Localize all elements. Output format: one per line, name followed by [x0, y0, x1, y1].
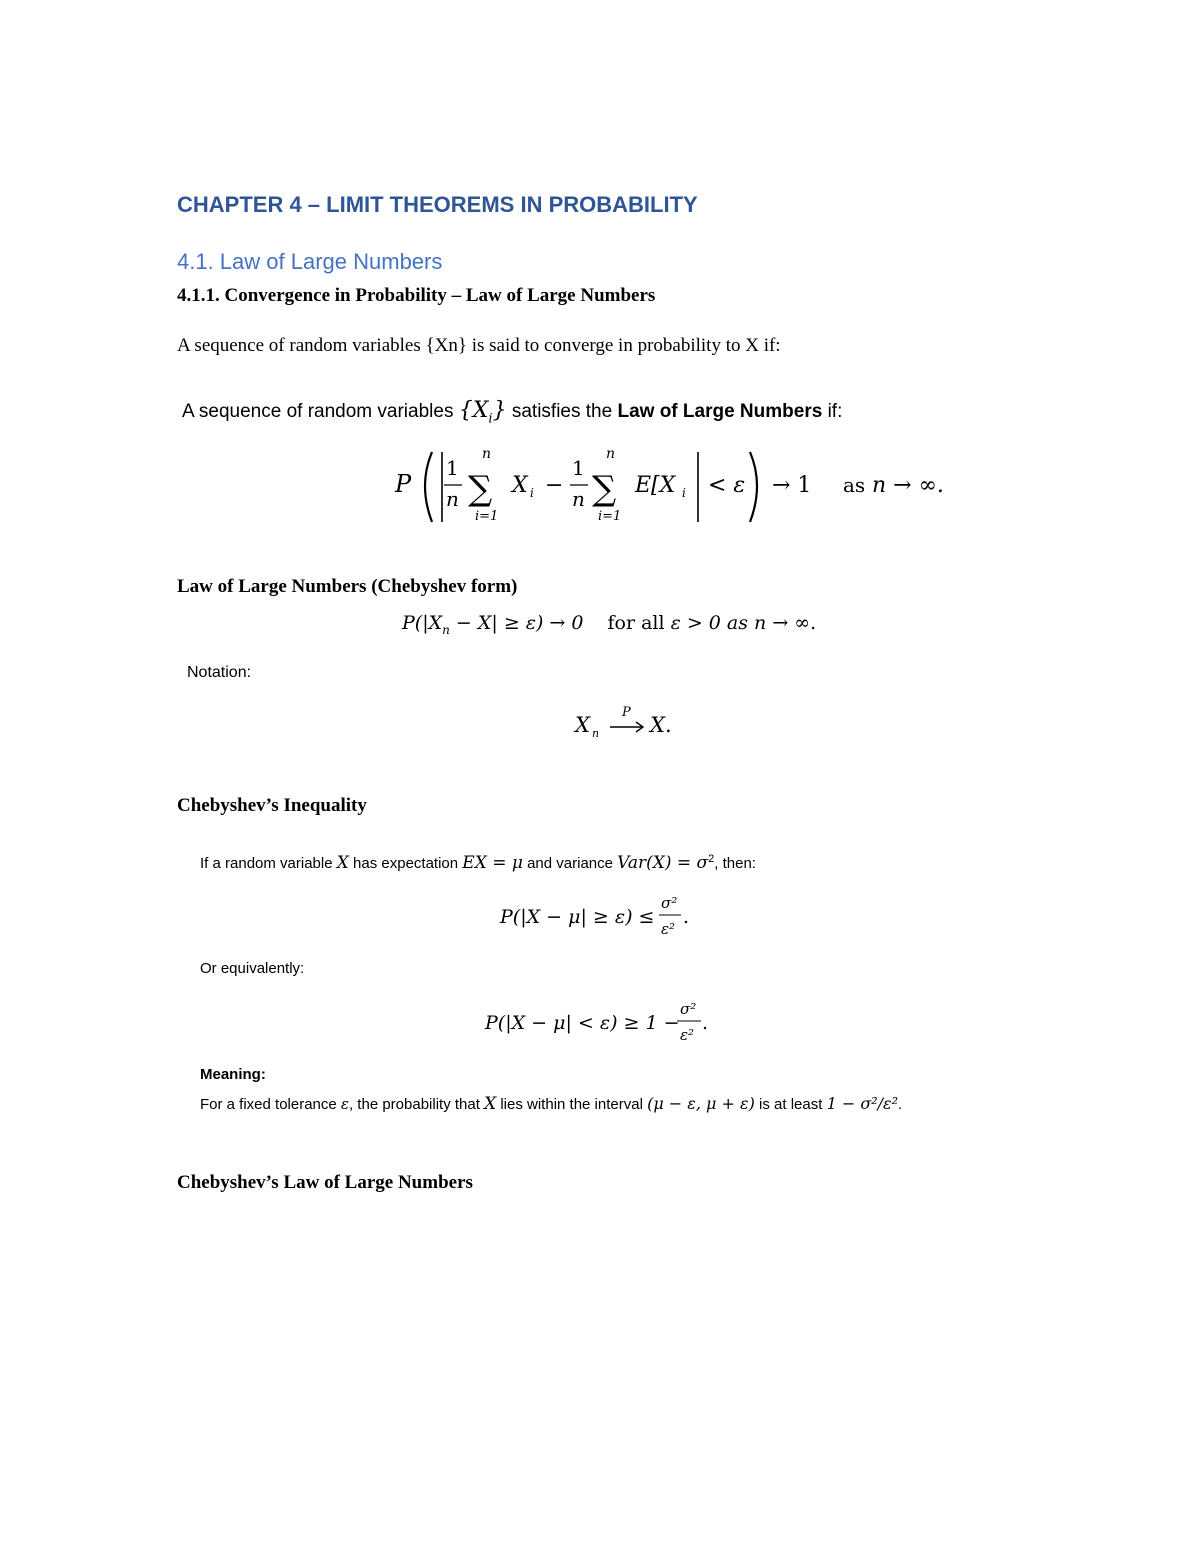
lln-chebyshev-heading: Chebyshev’s Law of Large Numbers — [177, 1172, 473, 1193]
lln-formula — [380, 440, 980, 530]
inequality-heading: Chebyshev’s Inequality — [177, 795, 367, 816]
svg-text:n → ∞.: n → ∞. — [872, 473, 944, 498]
svg-text:i=1: i=1 — [598, 509, 622, 524]
intro-sentence: A sequence of random variables {Xn} is said to converge in probability to X if: — [177, 335, 781, 356]
svg-text:σ²: σ² — [680, 1000, 697, 1018]
svg-text:i: i — [530, 486, 534, 500]
chebyshev-form-heading: Law of Large Numbers (Chebyshev form) — [177, 576, 518, 597]
svg-text:.: . — [702, 1012, 709, 1034]
svg-text:∑: ∑ — [592, 469, 617, 509]
svg-text:n: n — [446, 487, 459, 511]
chebyshev-form-formula: $P(|X_n - X| \ge \varepsilon) \to 0$ for all ε > 0 as n → ∞. — [402, 612, 817, 637]
svg-text:P(|X − μ| < ε) ≥ 1 −: P(|X − μ| < ε) ≥ 1 − — [485, 1012, 680, 1034]
equivalently-label: Or equivalently: — [200, 960, 305, 977]
svg-text:E[X: E[X — [635, 473, 676, 498]
svg-text:→ 1: → 1 — [772, 473, 812, 498]
svg-text:∑: ∑ — [468, 469, 493, 509]
svg-text:P: P — [622, 705, 631, 720]
inequality-intro: If a random variable X has expectation EX = μ and variance $Var(X) = \sigma^2$, then: — [200, 853, 756, 873]
svg-text:< ε: < ε — [708, 473, 746, 498]
inequality-formula-1 — [495, 888, 715, 943]
svg-text:1: 1 — [572, 456, 585, 480]
inequality-formula-2 — [480, 994, 730, 1049]
svg-text:n: n — [592, 727, 600, 740]
svg-text:.: . — [683, 906, 690, 928]
svg-text:1: 1 — [446, 456, 459, 480]
svg-text:n: n — [606, 446, 616, 462]
svg-text:σ²: σ² — [661, 894, 678, 912]
meaning-label: Meaning: — [200, 1066, 266, 1083]
chapter-heading: CHAPTER 4 – LIMIT THEOREMS IN PROBABILITY — [177, 192, 698, 217]
notation-formula — [570, 700, 700, 745]
svg-text:i: i — [682, 486, 686, 500]
section-heading: 4.1. Law of Large Numbers — [177, 249, 443, 274]
svg-text:n: n — [482, 446, 492, 462]
svg-text:i=1: i=1 — [475, 509, 499, 524]
svg-text:n: n — [572, 487, 585, 511]
svg-text:−: − — [545, 473, 564, 498]
formula-p: P — [395, 470, 412, 498]
meaning-text: For a fixed tolerance ε, the probability that X lies within the interval (μ − ε, μ + ε) is at least 1 − σ²/ε². — [200, 1094, 903, 1114]
svg-text:ε²: ε² — [680, 1026, 695, 1044]
subsection-heading: 4.1.1. Convergence in Probability – Law of Large Numbers — [177, 285, 656, 306]
svg-text:P(|X − μ| ≥ ε) ≤: P(|X − μ| ≥ ε) ≤ — [500, 906, 655, 928]
svg-text:as: as — [843, 473, 866, 497]
svg-text:ε²: ε² — [661, 920, 676, 938]
svg-text:X: X — [575, 713, 590, 737]
notation-label: Notation: — [187, 664, 252, 681]
svg-text:X: X — [512, 473, 528, 498]
lln-statement: A sequence of random variables $\{X_i\}$ satisfies the Law of Large Numbers if: — [182, 398, 843, 427]
svg-text:X.: X. — [650, 713, 672, 737]
